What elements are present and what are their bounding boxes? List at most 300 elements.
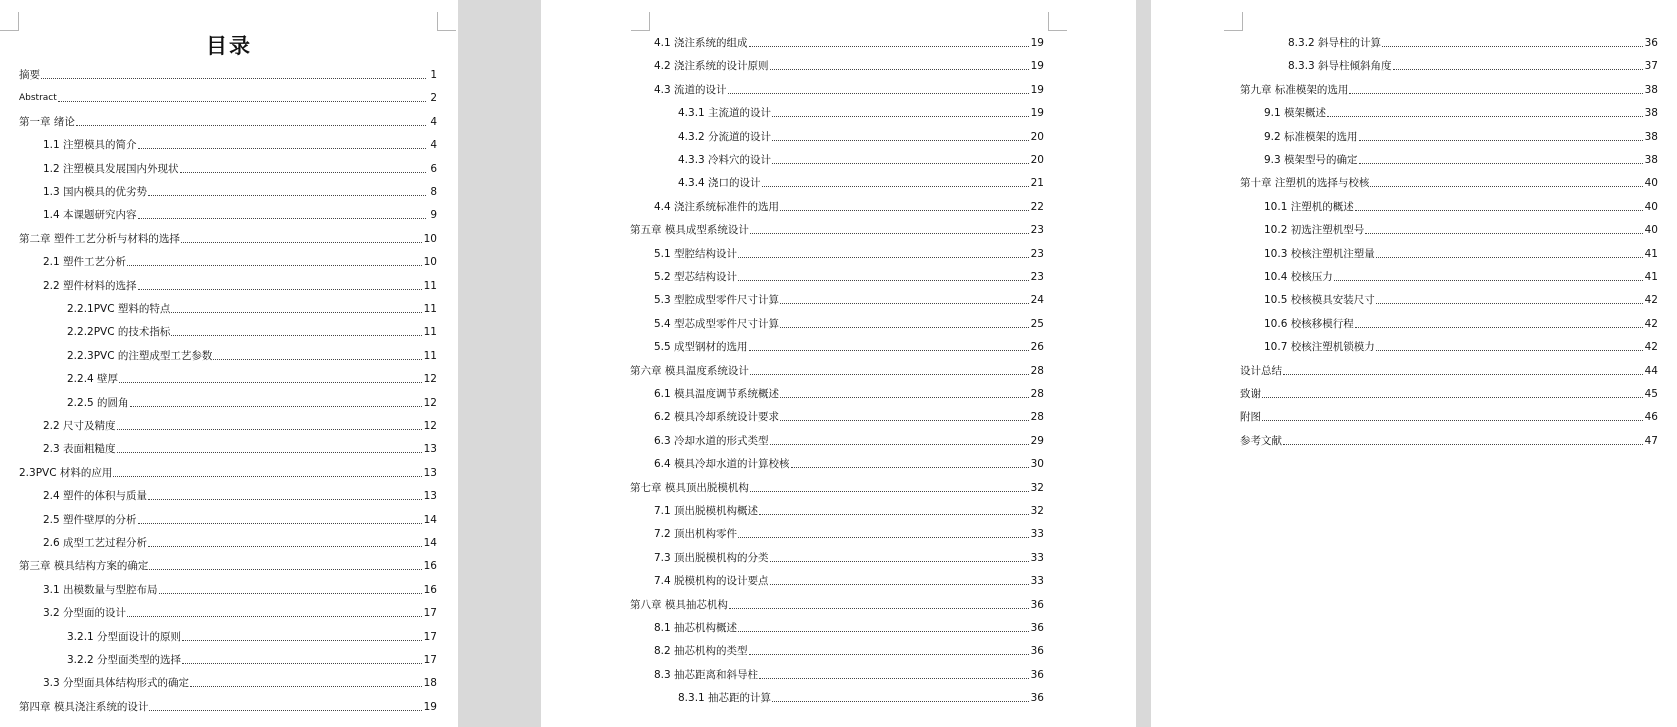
toc-entry-title: 8.3.3 斜导柱倾斜角度 xyxy=(1288,60,1392,73)
toc-entry[interactable] xyxy=(630,570,1044,588)
toc-dot-leader xyxy=(738,280,1029,281)
toc-dot-leader xyxy=(41,78,426,79)
toc-entry-title: 10.7 校核注塑机锁模力 xyxy=(1264,341,1375,354)
toc-entry[interactable] xyxy=(1240,313,1658,331)
toc-page-number: 17 xyxy=(423,630,437,643)
toc-page-number: 32 xyxy=(1030,505,1044,517)
toc-dot-leader xyxy=(213,359,421,360)
toc-entry[interactable] xyxy=(19,579,437,597)
toc-page-number: 4 xyxy=(430,139,437,152)
toc-dot-leader xyxy=(780,210,1029,211)
toc-page-number: 19 xyxy=(1030,60,1044,73)
toc-dot-leader xyxy=(181,242,422,243)
toc-dot-leader xyxy=(749,350,1029,351)
toc-dot-leader xyxy=(1283,444,1643,445)
toc-entry-title: 1.3 国内模具的优劣势 xyxy=(43,186,148,198)
toc-entry[interactable] xyxy=(630,617,1044,635)
toc-entry-title: 第一章 绪论 xyxy=(19,115,75,128)
toc-dot-leader xyxy=(182,640,422,641)
toc-entry[interactable] xyxy=(630,219,1044,237)
toc-page-number: 33 xyxy=(1030,528,1044,541)
toc-page-number: 11 xyxy=(423,326,437,339)
toc-dot-leader xyxy=(182,663,422,664)
toc-entry[interactable] xyxy=(19,626,437,644)
toc-dot-leader xyxy=(117,452,422,453)
toc-dot-leader xyxy=(791,467,1029,468)
toc-entry[interactable] xyxy=(19,87,437,105)
toc-page-number: 38 xyxy=(1644,154,1658,166)
corner-mark-right xyxy=(437,12,456,31)
toc-entry[interactable] xyxy=(19,204,437,222)
toc-entry-title: 4.1 浇注系统的组成 xyxy=(654,37,748,49)
toc-dot-leader xyxy=(772,116,1029,117)
toc-page-number: 42 xyxy=(1644,294,1658,307)
toc-dot-leader xyxy=(770,584,1029,585)
toc-dot-leader xyxy=(759,678,1029,679)
toc-entry[interactable] xyxy=(630,453,1044,471)
toc-entry-title: 7.1 顶出脱模机构概述 xyxy=(654,505,759,517)
corner-mark-left xyxy=(0,12,19,31)
toc-entry-title: 2.2.3PVC 的注塑成型工艺参数 xyxy=(67,349,213,362)
toc-entry[interactable] xyxy=(19,509,437,527)
toc-entry-title: 3.3 分型面具体结构形式的确定 xyxy=(43,677,190,690)
toc-dot-leader xyxy=(127,265,422,266)
toc-entry-title: 10.1 注塑机的概述 xyxy=(1264,200,1354,213)
toc-entry-title: 2.5 塑件壁厚的分析 xyxy=(43,513,137,526)
toc-dot-leader xyxy=(1262,397,1643,398)
toc-dot-leader xyxy=(1365,233,1642,234)
toc-page-number: 36 xyxy=(1030,692,1044,705)
toc-entry-title: 2.3PVC 材料的应用 xyxy=(19,466,113,479)
toc-dot-leader xyxy=(780,303,1029,304)
toc-entry-title: 5.1 型腔结构设计 xyxy=(654,247,738,260)
toc-entry-title: 4.4 浇注系统标准件的选用 xyxy=(654,200,780,213)
toc-page-number: 18 xyxy=(423,677,437,690)
toc-dot-leader xyxy=(728,93,1029,94)
toc-page-number: 44 xyxy=(1644,364,1658,377)
toc-title: 目录 xyxy=(206,34,252,58)
toc-entry[interactable] xyxy=(630,594,1044,612)
toc-entry-title: 第三章 模具结构方案的确定 xyxy=(19,560,149,573)
toc-entry[interactable] xyxy=(19,275,437,293)
toc-dot-leader xyxy=(127,616,422,617)
toc-entry[interactable] xyxy=(630,55,1044,73)
toc-entry-title: 第六章 模具温度系统设计 xyxy=(630,364,749,377)
toc-entry[interactable] xyxy=(19,251,437,269)
toc-entry[interactable] xyxy=(1240,360,1658,378)
toc-dot-leader xyxy=(148,195,426,196)
toc-page-number: 42 xyxy=(1644,341,1658,354)
toc-dot-leader xyxy=(138,523,422,524)
toc-entry-title: 7.2 顶出机构零件 xyxy=(654,528,738,541)
toc-entry[interactable] xyxy=(19,368,437,386)
toc-dot-leader xyxy=(138,218,426,219)
toc-dot-leader xyxy=(130,406,422,407)
toc-dot-leader xyxy=(76,125,426,126)
toc-page-number: 28 xyxy=(1030,388,1044,400)
toc-dot-leader xyxy=(1393,69,1643,70)
toc-page-number: 38 xyxy=(1644,130,1658,143)
toc-page-number: 25 xyxy=(1030,317,1044,330)
toc-page-number: 32 xyxy=(1030,481,1044,494)
toc-entry[interactable] xyxy=(19,485,437,503)
toc-entry-title: Abstract xyxy=(19,93,57,104)
toc-page-number: 40 xyxy=(1644,177,1658,190)
toc-entry[interactable] xyxy=(19,672,437,690)
toc-entry-title: 第四章 模具浇注系统的设计 xyxy=(19,700,149,713)
toc-page-number: 19 xyxy=(1030,37,1044,49)
toc-entry[interactable] xyxy=(19,462,437,480)
toc-entry[interactable] xyxy=(1240,406,1658,424)
toc-page-number: 13 xyxy=(423,443,437,456)
toc-entry[interactable] xyxy=(630,383,1044,401)
toc-page-number: 16 xyxy=(423,583,437,596)
toc-page-number: 23 xyxy=(1030,247,1044,260)
toc-entry[interactable] xyxy=(19,392,437,410)
toc-entry[interactable] xyxy=(630,243,1044,261)
toc-entry-title: 4.3 流道的设计 xyxy=(654,83,727,96)
toc-entry-title: 2.3 表面粗糙度 xyxy=(43,443,116,456)
toc-entry[interactable] xyxy=(19,111,437,129)
toc-entry-title: 7.4 脱模机构的设计要点 xyxy=(654,575,769,588)
toc-entry-title: 4.3.1 主流道的设计 xyxy=(678,107,772,120)
toc-entry[interactable] xyxy=(630,126,1044,144)
toc-page-number: 13 xyxy=(423,490,437,503)
toc-entry-title: 3.2 分型面的设计 xyxy=(43,607,127,620)
toc-dot-leader xyxy=(772,701,1029,702)
toc-entry[interactable] xyxy=(630,687,1044,705)
toc-page-number: 16 xyxy=(423,560,437,573)
toc-page-number: 40 xyxy=(1644,224,1658,237)
toc-entry[interactable] xyxy=(630,360,1044,378)
toc-page-number: 29 xyxy=(1030,434,1044,447)
toc-page-number: 36 xyxy=(1030,622,1044,634)
toc-dot-leader xyxy=(148,499,422,500)
toc-entry[interactable] xyxy=(630,289,1044,307)
toc-page-number: 19 xyxy=(1030,83,1044,96)
toc-entry-title: 8.3.2 斜导柱的计算 xyxy=(1288,37,1382,49)
toc-page-number: 19 xyxy=(1030,107,1044,120)
toc-entry-title: 3.2.2 分型面类型的选择 xyxy=(67,654,182,666)
toc-page-number: 11 xyxy=(423,349,437,362)
toc-entry[interactable] xyxy=(19,321,437,339)
toc-dot-leader xyxy=(1376,350,1643,351)
toc-entry[interactable] xyxy=(1240,79,1658,97)
toc-entry[interactable] xyxy=(1240,289,1658,307)
toc-page-number: 20 xyxy=(1030,130,1044,143)
toc-entry-title: 1.1 注塑模具的简介 xyxy=(43,139,137,152)
toc-entry-title: 10.5 校核模具安装尺寸 xyxy=(1264,294,1375,307)
toc-entry-title: 4.3.3 冷料穴的设计 xyxy=(678,154,772,166)
toc-entry-title: 附图 xyxy=(1240,411,1261,424)
toc-entry-title: 2.2.2PVC 的技术指标 xyxy=(67,326,171,339)
toc-entry[interactable] xyxy=(630,477,1044,495)
toc-entry-title: 摘要 xyxy=(19,69,40,81)
toc-page-number: 26 xyxy=(1030,341,1044,354)
toc-dot-leader xyxy=(770,69,1029,70)
toc-entry[interactable] xyxy=(1240,55,1658,73)
toc-entry[interactable] xyxy=(630,79,1044,97)
toc-page-number: 21 xyxy=(1030,177,1044,190)
toc-dot-leader xyxy=(117,429,422,430)
toc-page-number: 14 xyxy=(423,513,437,526)
toc-dot-leader xyxy=(759,514,1029,515)
toc-entry[interactable] xyxy=(630,523,1044,541)
toc-page-number: 2 xyxy=(430,92,437,105)
toc-page-number: 47 xyxy=(1644,434,1658,447)
toc-entry-title: 3.1 出模数量与型腔布局 xyxy=(43,583,158,596)
toc-page-number: 11 xyxy=(423,303,437,315)
toc-entry[interactable] xyxy=(1240,383,1658,401)
toc-page-number: 33 xyxy=(1030,551,1044,564)
toc-entry-title: 3.2.1 分型面设计的原则 xyxy=(67,630,182,643)
toc-page-number: 28 xyxy=(1030,364,1044,377)
toc-dot-leader xyxy=(749,46,1029,47)
toc-page-number: 12 xyxy=(423,420,437,432)
toc-dot-leader xyxy=(780,327,1029,328)
toc-page-number: 10 xyxy=(423,232,437,245)
toc-page-number: 38 xyxy=(1644,107,1658,120)
toc-entry-title: 5.5 成型钢材的选用 xyxy=(654,341,748,354)
toc-entry[interactable] xyxy=(630,664,1044,682)
toc-dot-leader xyxy=(1376,257,1643,258)
toc-entry-title: 4.3.2 分流道的设计 xyxy=(678,130,772,143)
toc-page-number: 17 xyxy=(423,607,437,620)
toc-entry-title: 第八章 模具抽芯机构 xyxy=(630,598,728,611)
toc-page-number: 11 xyxy=(423,279,437,292)
toc-dot-leader xyxy=(780,420,1029,421)
toc-page-number: 40 xyxy=(1644,200,1658,213)
toc-dot-leader xyxy=(119,382,422,383)
toc-entry[interactable] xyxy=(630,500,1044,518)
toc-dot-leader xyxy=(729,608,1029,609)
toc-dot-leader xyxy=(1370,186,1642,187)
toc-entry[interactable] xyxy=(19,345,437,363)
toc-page-number: 41 xyxy=(1644,271,1658,283)
toc-entry-title: 5.2 型芯结构设计 xyxy=(654,271,738,283)
toc-entry[interactable] xyxy=(19,64,437,82)
toc-dot-leader xyxy=(750,491,1029,492)
toc-entry-title: 设计总结 xyxy=(1240,364,1282,377)
toc-entry-title: 9.2 标准模架的选用 xyxy=(1264,130,1358,143)
toc-page-number: 8 xyxy=(430,186,437,198)
toc-dot-leader xyxy=(1359,163,1643,164)
toc-entry[interactable] xyxy=(630,266,1044,284)
toc-entry[interactable] xyxy=(1240,172,1658,190)
toc-entry[interactable] xyxy=(1240,102,1658,120)
toc-dot-leader xyxy=(762,186,1029,187)
toc-entry-title: 2.2.4 壁厚 xyxy=(67,373,119,386)
toc-entry-title: 8.3 抽芯距离和斜导柱 xyxy=(654,668,759,681)
toc-dot-leader xyxy=(1262,420,1643,421)
toc-entry[interactable] xyxy=(19,298,437,316)
toc-dot-leader xyxy=(1355,327,1643,328)
toc-dot-leader xyxy=(1283,374,1643,375)
toc-entry-title: 致谢 xyxy=(1240,388,1261,400)
toc-dot-leader xyxy=(149,710,421,711)
toc-page-number: 36 xyxy=(1644,37,1658,49)
toc-entry-title: 第九章 标准模架的选用 xyxy=(1240,83,1349,96)
toc-dot-leader xyxy=(138,289,422,290)
toc-page-number: 12 xyxy=(423,396,437,409)
toc-entry-title: 9.1 模架概述 xyxy=(1264,107,1327,120)
toc-entry[interactable] xyxy=(630,172,1044,190)
toc-entry[interactable] xyxy=(1240,126,1658,144)
toc-page-number: 42 xyxy=(1644,317,1658,330)
toc-page-number: 46 xyxy=(1644,411,1658,424)
toc-dot-leader xyxy=(770,444,1029,445)
toc-page-number: 6 xyxy=(430,162,437,175)
toc-entry[interactable] xyxy=(19,158,437,176)
toc-entry-title: 10.3 校核注塑机注塑量 xyxy=(1264,247,1375,260)
toc-dot-leader xyxy=(138,148,426,149)
toc-entry-title: 10.4 校核压力 xyxy=(1264,271,1333,283)
toc-dot-leader xyxy=(749,654,1029,655)
toc-dot-leader xyxy=(738,257,1029,258)
toc-entry-title: 2.4 塑件的体积与质量 xyxy=(43,490,148,503)
toc-page-number: 1 xyxy=(430,69,437,81)
toc-page-number: 17 xyxy=(423,654,437,666)
toc-entry-title: 2.2.5 的圆角 xyxy=(67,396,129,409)
toc-page-2 xyxy=(541,0,1136,727)
toc-dot-leader xyxy=(1334,280,1643,281)
toc-page-number: 38 xyxy=(1644,83,1658,96)
toc-entry[interactable] xyxy=(1240,266,1658,284)
toc-page-number: 12 xyxy=(423,373,437,386)
toc-dot-leader xyxy=(780,397,1029,398)
toc-entry[interactable] xyxy=(630,640,1044,658)
toc-entry-title: 参考文献 xyxy=(1240,434,1282,447)
toc-entry[interactable] xyxy=(1240,243,1658,261)
toc-page-number: 14 xyxy=(423,537,437,549)
toc-page-number: 23 xyxy=(1030,224,1044,237)
toc-entry[interactable] xyxy=(1240,32,1658,50)
toc-page-number: 41 xyxy=(1644,247,1658,260)
corner-mark-right xyxy=(1048,12,1067,31)
toc-page-number: 24 xyxy=(1030,294,1044,307)
toc-entry[interactable] xyxy=(1240,336,1658,354)
toc-dot-leader xyxy=(1382,46,1643,47)
toc-entry-title: 8.3.1 抽芯距的计算 xyxy=(678,692,772,705)
toc-entry-title: 7.3 顶出脱模机构的分类 xyxy=(654,551,769,564)
toc-page-number: 13 xyxy=(423,466,437,479)
toc-entry-title: 5.3 型腔成型零件尺寸计算 xyxy=(654,294,780,307)
toc-entry-title: 5.4 型芯成型零件尺寸计算 xyxy=(654,317,780,330)
toc-entry[interactable] xyxy=(630,406,1044,424)
toc-entry[interactable] xyxy=(1240,149,1658,167)
toc-entry-title: 2.2 尺寸及精度 xyxy=(43,420,116,432)
toc-page-number: 30 xyxy=(1030,458,1044,471)
toc-dot-leader xyxy=(772,163,1029,164)
toc-entry-title: 8.2 抽芯机构的类型 xyxy=(654,645,748,658)
toc-entry-title: 1.2 注塑模具发展国内外现状 xyxy=(43,162,179,175)
toc-dot-leader xyxy=(1349,93,1642,94)
toc-entry-title: 10.2 初选注塑机型号 xyxy=(1264,224,1365,237)
toc-entry[interactable] xyxy=(1240,219,1658,237)
toc-entry[interactable] xyxy=(19,602,437,620)
toc-page-number: 36 xyxy=(1030,668,1044,681)
toc-dot-leader xyxy=(750,374,1029,375)
toc-dot-leader xyxy=(149,569,421,570)
toc-entry[interactable] xyxy=(630,32,1044,50)
corner-mark-left xyxy=(631,12,650,31)
toc-dot-leader xyxy=(159,593,422,594)
toc-entry[interactable] xyxy=(630,336,1044,354)
toc-entry-title: 第十章 注塑机的选择与校核 xyxy=(1240,177,1370,190)
toc-entry[interactable] xyxy=(630,430,1044,448)
toc-entry-title: 2.1 塑件工艺分析 xyxy=(43,256,127,269)
toc-entry[interactable] xyxy=(630,149,1044,167)
toc-dot-leader xyxy=(750,233,1029,234)
toc-page-number: 10 xyxy=(423,256,437,269)
toc-entry[interactable] xyxy=(19,134,437,152)
toc-page-number: 9 xyxy=(430,209,437,222)
toc-entry-title: 2.6 成型工艺过程分析 xyxy=(43,537,148,549)
toc-dot-leader xyxy=(180,172,426,173)
toc-page-number: 36 xyxy=(1030,598,1044,611)
toc-entry[interactable] xyxy=(19,438,437,456)
toc-entry-title: 2.2.1PVC 塑料的特点 xyxy=(67,303,171,315)
toc-entry[interactable] xyxy=(630,196,1044,214)
toc-entry[interactable] xyxy=(19,696,437,714)
toc-page-number: 37 xyxy=(1644,60,1658,73)
toc-entry-title: 6.1 模具温度调节系统概述 xyxy=(654,388,780,400)
toc-entry-title: 第七章 模具顶出脱模机构 xyxy=(630,481,749,494)
toc-page-number: 36 xyxy=(1030,645,1044,658)
toc-entry-title: 6.2 模具冷却系统设计要求 xyxy=(654,411,780,424)
corner-mark-left xyxy=(1224,12,1243,31)
toc-page-number: 4 xyxy=(430,115,437,128)
toc-entry[interactable] xyxy=(630,547,1044,565)
toc-entry[interactable] xyxy=(1240,196,1658,214)
toc-entry-title: 9.3 模架型号的确定 xyxy=(1264,154,1358,166)
toc-dot-leader xyxy=(770,561,1029,562)
toc-page-number: 22 xyxy=(1030,200,1044,213)
toc-entry-title: 第二章 塑件工艺分析与材料的选择 xyxy=(19,232,180,245)
toc-dot-leader xyxy=(1359,140,1643,141)
toc-dot-leader xyxy=(1327,116,1643,117)
toc-dot-leader xyxy=(171,335,421,336)
toc-entry-title: 4.2 浇注系统的设计原则 xyxy=(654,60,769,73)
toc-entry[interactable] xyxy=(1240,430,1658,448)
toc-page-number: 20 xyxy=(1030,154,1044,166)
toc-page-number: 45 xyxy=(1644,388,1658,400)
toc-dot-leader xyxy=(171,312,421,313)
toc-page-3 xyxy=(1151,0,1677,727)
toc-entry[interactable] xyxy=(19,228,437,246)
toc-entry[interactable] xyxy=(630,313,1044,331)
toc-entry[interactable] xyxy=(19,532,437,550)
toc-entry[interactable] xyxy=(19,181,437,199)
toc-entry[interactable] xyxy=(19,555,437,573)
toc-page-1 xyxy=(0,0,458,727)
toc-dot-leader xyxy=(190,686,422,687)
toc-entry-title: 4.3.4 浇口的设计 xyxy=(678,177,761,190)
toc-entry[interactable] xyxy=(630,102,1044,120)
toc-dot-leader xyxy=(738,537,1029,538)
toc-dot-leader xyxy=(113,476,421,477)
toc-entry-title: 10.6 校核移模行程 xyxy=(1264,317,1354,330)
toc-page-number: 28 xyxy=(1030,411,1044,424)
toc-dot-leader xyxy=(1376,303,1643,304)
toc-entry-title: 6.3 冷却水道的形式类型 xyxy=(654,434,769,447)
toc-entry[interactable] xyxy=(19,415,437,433)
toc-entry[interactable] xyxy=(19,649,437,667)
toc-page-number: 19 xyxy=(423,700,437,713)
toc-dot-leader xyxy=(148,546,422,547)
toc-dot-leader xyxy=(772,140,1029,141)
toc-dot-leader xyxy=(738,631,1029,632)
